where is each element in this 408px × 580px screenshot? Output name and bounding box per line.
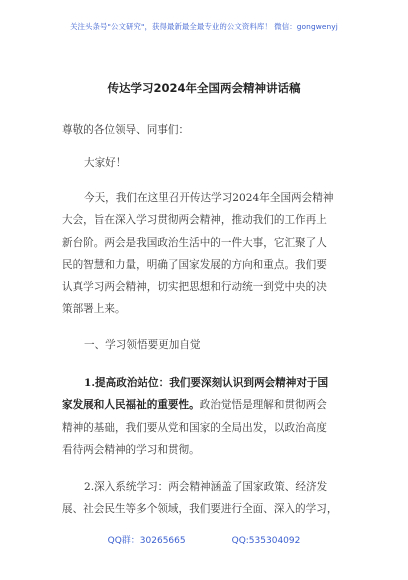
footer-qq-group: QQ群：30265665	[107, 536, 186, 546]
paragraph-intro	[62, 187, 346, 321]
paragraph-line: 展、社会民生等多个领域，我们要进行全面、深入的学习，	[62, 503, 338, 516]
document-title: 传达学习2024年全国两会精神讲话稿	[107, 81, 301, 95]
salutation	[62, 119, 346, 141]
paragraph-line: 精神的基础，我们要从党和国家的全局出发，以政治高度	[62, 421, 327, 434]
paragraph-political-stance	[62, 372, 346, 461]
paragraph-line: 2.深入系统学习：两会精神涵盖了国家政策、经济发	[84, 481, 328, 493]
footer-contact	[0, 533, 408, 546]
paragraph-line: 策部署上来。	[62, 303, 126, 316]
section-heading	[62, 334, 346, 356]
paragraph-systematic-study	[62, 476, 346, 521]
paragraph-normal-text: 政治觉悟是理解和贯彻两会	[199, 399, 327, 412]
paragraph-line: 民的智慧和力量，明确了国家发展的方向和重点。我们要	[62, 258, 327, 271]
paragraph-line: 今天，我们在这里召开传达学习2024年全国两会精神	[84, 192, 334, 204]
paragraph-line: 认真学习两会精神，切实把思想和行动统一到党中央的决	[62, 281, 327, 294]
paragraph-bold-line: 1.提高政治站位：我们要深刻认识到两会精神对于国	[84, 377, 329, 389]
paragraph-line: 大会，旨在深入学习贯彻两会精神，推动我们的工作再上	[62, 214, 327, 227]
paragraph-line: 新台阶。两会是我国政治生活中的一件大事，它汇聚了人	[62, 236, 327, 249]
section-heading-text: 一、学习领悟要更加自觉	[84, 339, 201, 351]
footer-qq: QQ:535304092	[231, 536, 301, 546]
header-banner: 关注头条号"公文研究"，获得最新最全最专业的公文资料库！ 微信：gongwenyj	[70, 22, 338, 31]
paragraph-mixed-line	[62, 394, 346, 416]
greeting-text: 大家好！	[84, 157, 127, 169]
paragraph-line: 看待两会精神的学习和贯彻。	[62, 443, 200, 456]
greeting	[62, 152, 346, 174]
paragraph-bold-text: 家发展和人民福祉的重要性。	[62, 399, 200, 412]
salutation-text: 尊敬的各位领导、同事们：	[62, 124, 190, 136]
